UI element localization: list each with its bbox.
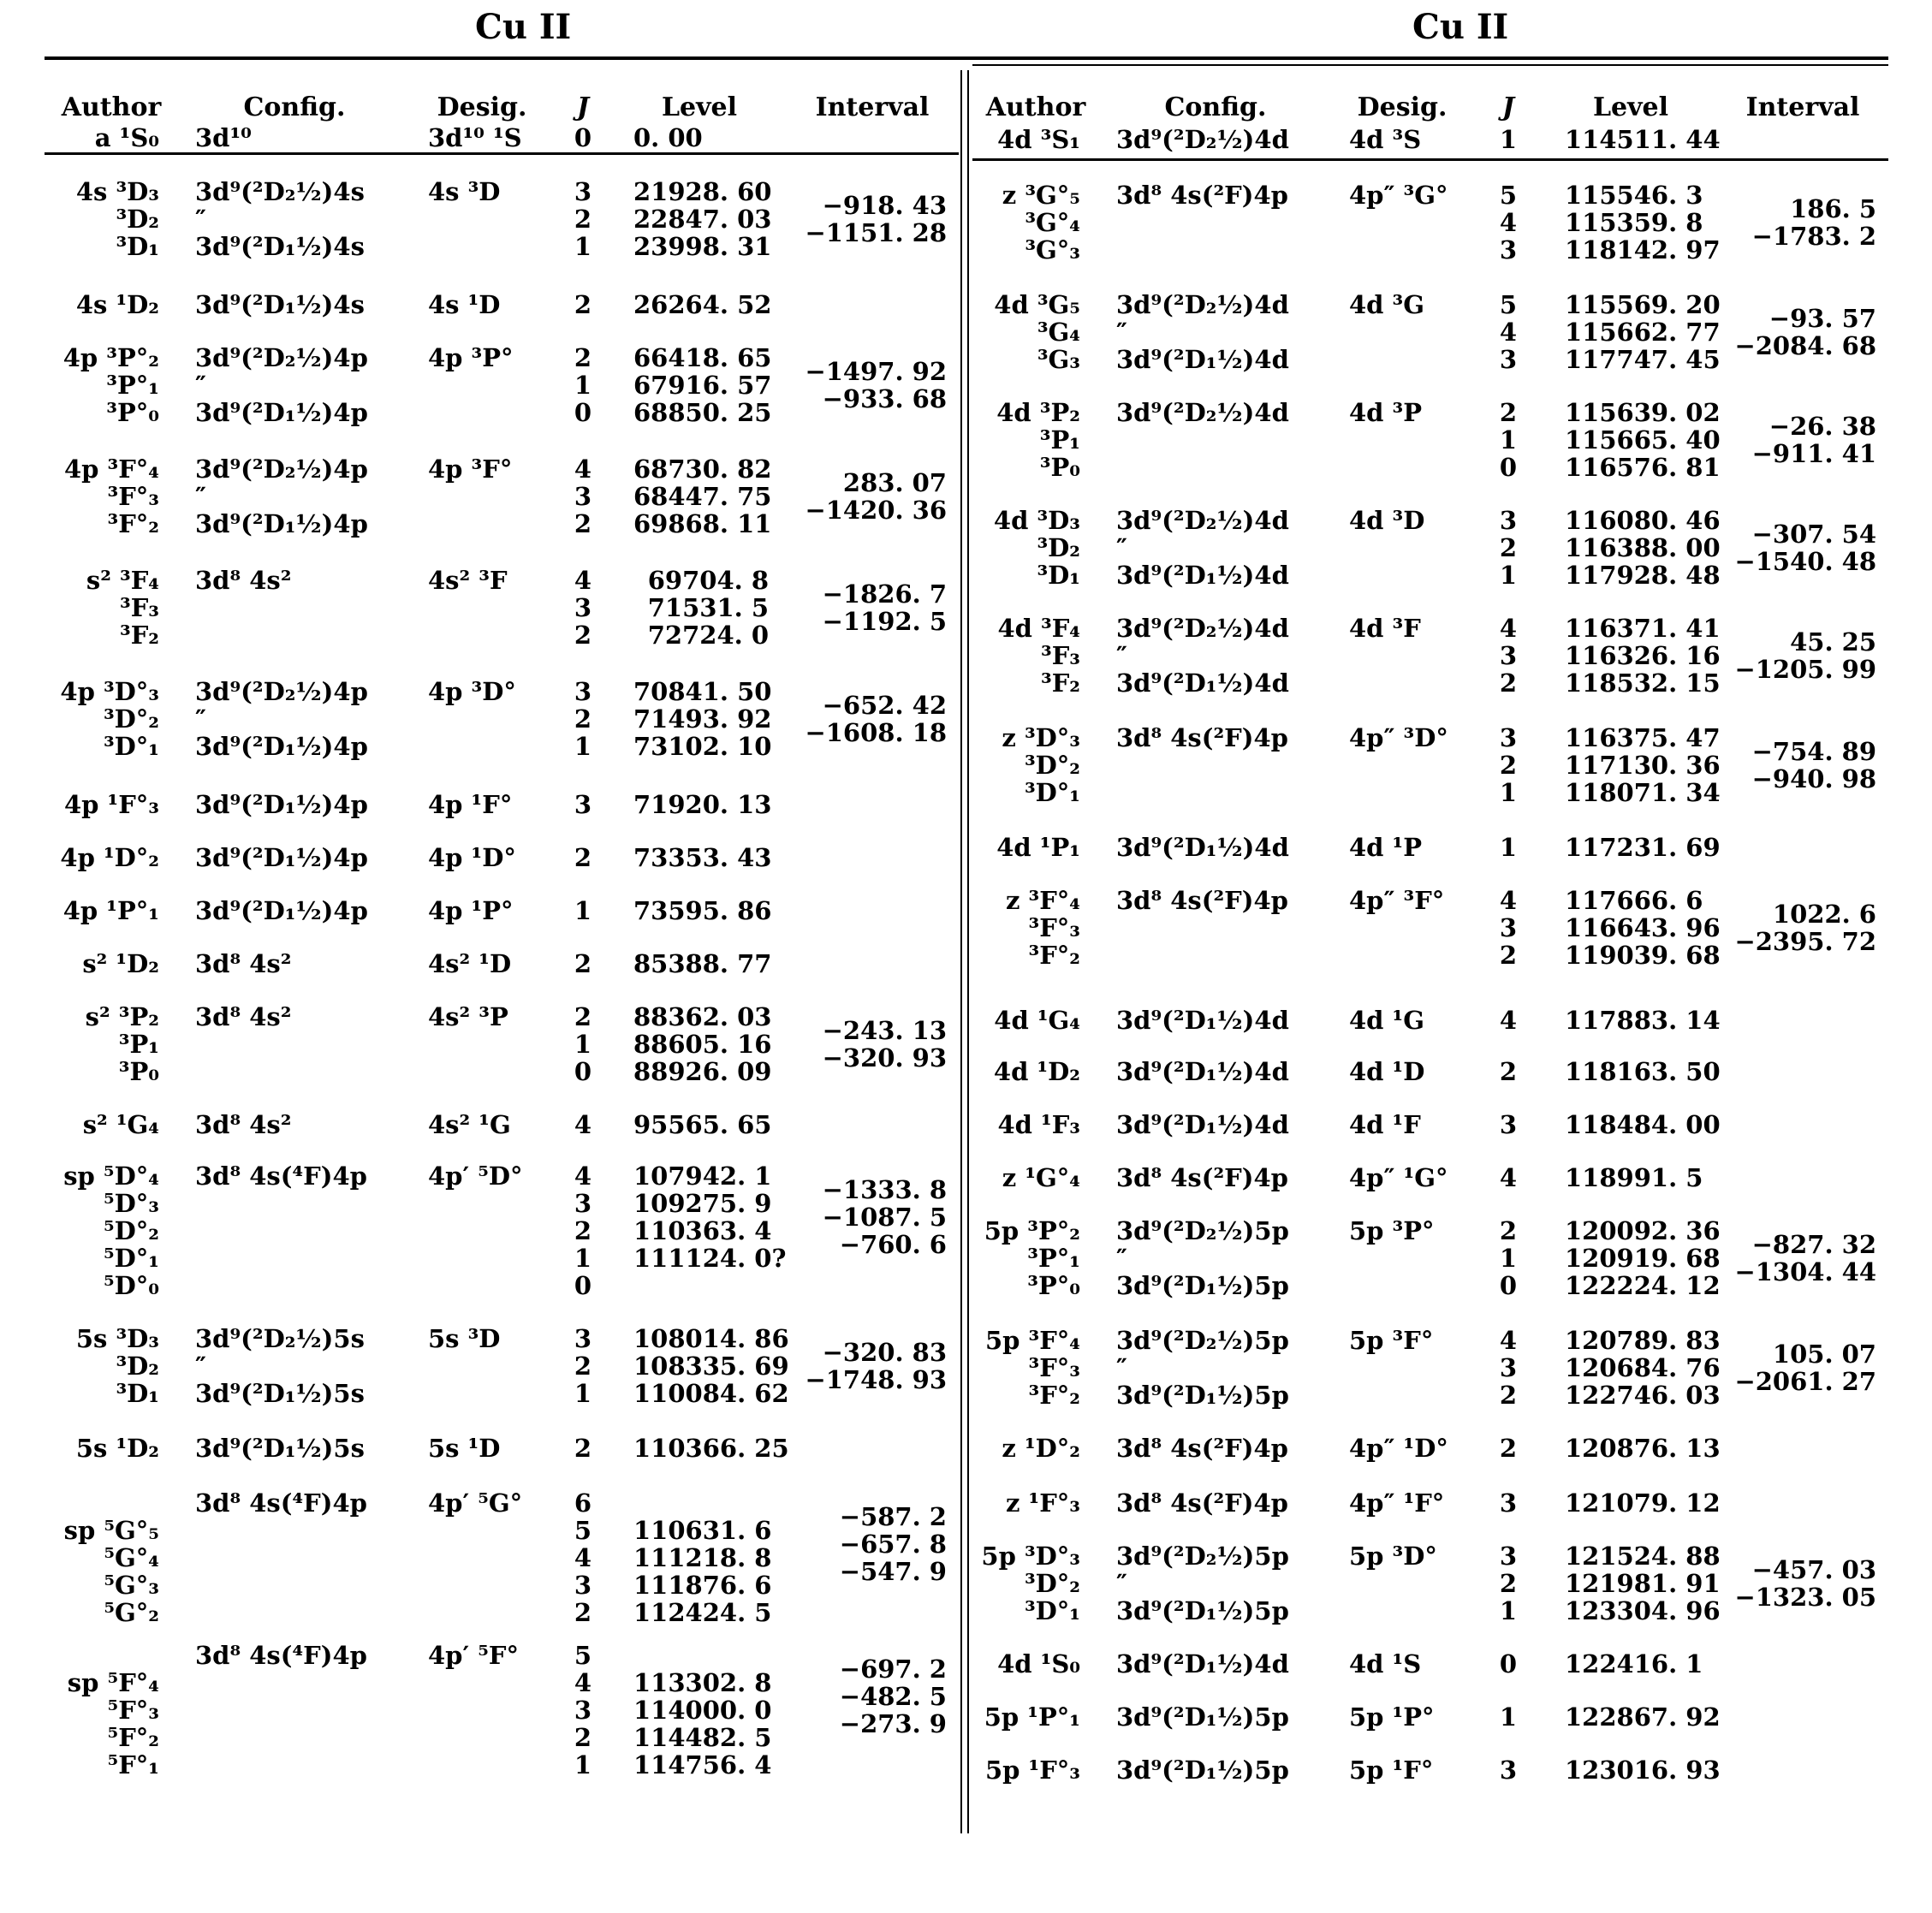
level-cell: 114511. 44 — [1565, 125, 1721, 154]
interval-cell: −1497. 92 −933. 68 — [805, 357, 947, 413]
config-cell: 3d⁹(²D₂½)4p ″ 3d⁹(²D₁½)4p — [195, 454, 368, 538]
desig-cell: 5p ¹F° — [1349, 1756, 1434, 1785]
desig-cell: 5p ³D° — [1349, 1542, 1437, 1571]
desig-cell: 4p′ ⁵F° — [428, 1641, 519, 1670]
desig-cell: 4d ³G — [1349, 290, 1425, 319]
level-cell: 118163. 50 — [1565, 1057, 1721, 1086]
level-cell: 123016. 93 — [1565, 1756, 1721, 1785]
level-cell: 108014. 86 108335. 69 110084. 62 — [633, 1324, 789, 1408]
author-cell: 4d ¹P₁ — [996, 833, 1080, 862]
interval-cell: −1826. 7 −1192. 5 — [822, 579, 947, 636]
desig-cell: 4p″ ¹F° — [1349, 1488, 1445, 1518]
desig-cell: 4p ³P° — [428, 343, 514, 372]
author-cell: 4d ¹F₃ — [997, 1110, 1080, 1139]
j-cell: 1 — [1499, 1702, 1518, 1732]
author-cell: 4d ³F₄ ³F₃ ³F₂ — [997, 614, 1080, 698]
config-cell: 3d⁸ 4s(²F)4p — [1116, 1163, 1288, 1192]
config-cell: 3d⁹(²D₁½)5s — [195, 1434, 365, 1463]
j-cell: 1 — [1499, 125, 1518, 154]
desig-cell: 4d ¹G — [1349, 1006, 1425, 1035]
config-cell: 3d⁸ 4s(²F)4p — [1116, 1488, 1288, 1518]
author-cell: z ¹D°₂ — [1002, 1434, 1080, 1463]
j-cell: 3 2 1 — [1499, 1542, 1518, 1625]
column-header: Author — [985, 92, 1086, 122]
center-divider-b — [967, 70, 969, 1833]
author-cell: s² ¹D₂ — [82, 949, 159, 978]
desig-cell: 4d ³F — [1349, 614, 1421, 643]
level-cell: 116375. 47 117130. 36 118071. 34 — [1565, 723, 1721, 807]
title-right: Cu II — [1412, 7, 1509, 47]
desig-cell: 4s² ³P — [428, 1002, 508, 1031]
author-cell: 4d ¹D₂ — [993, 1057, 1080, 1086]
desig-cell: 5p ¹P° — [1349, 1702, 1435, 1732]
j-cell: 1 — [1499, 833, 1518, 862]
level-cell: 70841. 50 71493. 92 73102. 10 — [633, 677, 772, 761]
config-cell: 3d⁹(²D₁½)4p — [195, 896, 368, 925]
interval-cell: −587. 2 −657. 8 −547. 9 — [839, 1502, 947, 1586]
j-cell: 3 2 1 — [574, 1324, 592, 1408]
desig-cell: 4s² ¹D — [428, 949, 512, 978]
level-cell: 120092. 36 120919. 68 122224. 12 — [1565, 1216, 1721, 1300]
desig-cell: 5s ¹D — [428, 1434, 501, 1463]
desig-cell: 4p″ ³G° — [1349, 181, 1448, 210]
level-cell: 113302. 8 114000. 0 114482. 5 114756. 4 — [633, 1668, 772, 1779]
interval-cell: −320. 83 −1748. 93 — [805, 1338, 947, 1394]
column-header: Interval — [815, 92, 930, 122]
config-cell: 3d⁸ 4s(⁴F)4p — [195, 1488, 367, 1518]
author-cell: z ¹G°₄ — [1002, 1163, 1080, 1192]
interval-cell: 186. 5 −1783. 2 — [1751, 194, 1876, 251]
level-cell: 118484. 00 — [1565, 1110, 1721, 1139]
author-cell: 4d ¹S₀ — [997, 1649, 1080, 1678]
j-cell: 2 — [574, 1434, 592, 1463]
author-cell: 4d ¹G₄ — [994, 1006, 1080, 1035]
config-cell: 3d⁸ 4s(²F)4p — [1116, 181, 1288, 210]
column-header: Interval — [1745, 92, 1860, 122]
config-cell: 3d⁹(²D₂½)4d — [1116, 398, 1289, 427]
config-cell: 3d⁹(²D₂½)4p ″ 3d⁹(²D₁½)4p — [195, 677, 368, 761]
desig-cell: 4p ³F° — [428, 454, 513, 484]
desig-cell: 4d ¹S — [1349, 1649, 1422, 1678]
j-cell: 2 1 0 — [1499, 1216, 1518, 1300]
j-cell: 1 — [574, 896, 592, 925]
level-cell: 115639. 02 115665. 40 116576. 81 — [1565, 398, 1721, 482]
j-cell: 3 — [574, 790, 592, 819]
level-cell: 73353. 43 — [633, 843, 772, 872]
author-cell: 4d ³P₂ ³P₁ ³P₀ — [996, 398, 1080, 482]
column-header: J — [576, 92, 590, 122]
level-cell: 26264. 52 — [633, 290, 772, 319]
j-cell: 3 2 1 — [574, 177, 592, 261]
j-cell: 4 3 2 — [1499, 886, 1518, 970]
j-cell: 2 — [574, 290, 592, 319]
j-cell: 4 — [1499, 1163, 1518, 1192]
config-cell: 3d⁸ 4s² — [195, 1110, 292, 1139]
config-cell: 3d¹⁰ — [195, 123, 252, 152]
level-cell: 68730. 82 68447. 75 69868. 11 — [633, 454, 772, 538]
j-cell: 3 2 1 — [1499, 506, 1518, 590]
j-cell: 3 2 1 — [1499, 723, 1518, 807]
config-cell: 3d⁸ 4s² — [195, 949, 292, 978]
desig-cell: 4s ¹D — [428, 290, 501, 319]
config-cell: 3d⁹(²D₂½)4d ″ 3d⁹(²D₁½)4d — [1116, 506, 1289, 590]
interval-cell: 283. 07 −1420. 36 — [805, 468, 947, 525]
top-rule-thin — [972, 64, 1888, 66]
config-cell: 3d⁸ 4s(²F)4p — [1116, 1434, 1288, 1463]
config-cell: 3d⁹(²D₂½)4d ″ 3d⁹(²D₁½)4d — [1116, 614, 1289, 698]
author-cell: 4p ³D°₃ ³D°₂ ³D°₁ — [60, 677, 159, 761]
author-cell: 4s ¹D₂ — [75, 290, 159, 319]
desig-cell: 4p″ ¹G° — [1349, 1163, 1448, 1192]
author-cell: 5p ³D°₃ ³D°₂ ³D°₁ — [981, 1542, 1080, 1625]
interval-cell: 1022. 6 −2395. 72 — [1734, 900, 1876, 956]
desig-cell: 4d ¹F — [1349, 1110, 1421, 1139]
interval-cell: −307. 54 −1540. 48 — [1734, 520, 1876, 576]
interval-cell: −457. 03 −1323. 05 — [1734, 1555, 1876, 1612]
config-cell: 3d⁹(²D₁½)4d — [1116, 1649, 1289, 1678]
config-cell: 3d⁸ 4s² — [195, 1002, 292, 1031]
level-cell: 116080. 46 116388. 00 117928. 48 — [1565, 506, 1721, 590]
j-cell: 4 — [574, 1110, 592, 1139]
config-cell: 3d⁸ 4s(⁴F)4p — [195, 1641, 367, 1670]
interval-cell: −93. 57 −2084. 68 — [1734, 304, 1876, 360]
author-cell: 5p ¹P°₁ — [984, 1702, 1080, 1732]
interval-cell: −652. 42 −1608. 18 — [805, 691, 947, 747]
j-cell: 2 — [574, 949, 592, 978]
author-cell: 4p ¹P°₁ — [62, 896, 159, 925]
level-cell: 85388. 77 — [633, 949, 772, 978]
column-header: Config. — [243, 92, 346, 122]
desig-cell: 4p″ ³D° — [1349, 723, 1448, 752]
j-cell: 0 — [574, 123, 592, 152]
config-cell: 3d⁹(²D₂½)5p ″ 3d⁹(²D₁½)5p — [1116, 1542, 1289, 1625]
title-left: Cu II — [475, 7, 572, 47]
config-cell: 3d⁹(²D₁½)4p — [195, 843, 368, 872]
author-cell: 4d ³G₅ ³G₄ ³G₃ — [994, 290, 1080, 374]
desig-cell: 4p ¹F° — [428, 790, 513, 819]
config-cell: 3d⁹(²D₁½)5p — [1116, 1702, 1289, 1732]
config-cell: 3d⁹(²D₂½)4d ″ 3d⁹(²D₁½)4d — [1116, 290, 1289, 374]
desig-cell: 4s² ¹G — [428, 1110, 511, 1139]
desig-cell: 5p ³P° — [1349, 1216, 1435, 1245]
author-cell: 5p ³F°₄ ³F°₃ ³F°₂ — [984, 1326, 1080, 1410]
column-header: Desig. — [437, 92, 527, 122]
author-cell: s² ³P₂ ³P₁ ³P₀ — [85, 1002, 159, 1086]
level-cell: 71920. 13 — [633, 790, 772, 819]
config-cell: 3d⁹(²D₁½)4d — [1116, 833, 1289, 862]
interval-cell: 45. 25 −1205. 99 — [1734, 627, 1876, 684]
level-cell: 117231. 69 — [1565, 833, 1721, 862]
level-cell: 107942. 1 109275. 9 110363. 4 111124. 0? — [633, 1161, 787, 1273]
interval-cell: 105. 07 −2061. 27 — [1734, 1340, 1876, 1396]
desig-cell: 4s² ³F — [428, 566, 508, 595]
j-cell: 2 — [1499, 1057, 1518, 1086]
level-cell: 95565. 65 — [633, 1110, 772, 1139]
column-header: Level — [661, 92, 738, 122]
config-cell: 3d⁹(²D₂½)4d — [1116, 125, 1289, 154]
author-cell: z ¹F°₃ — [1005, 1488, 1080, 1518]
config-cell: 3d⁸ 4s(⁴F)4p — [195, 1161, 367, 1191]
config-cell: 3d⁹(²D₁½)5p — [1116, 1756, 1289, 1785]
author-cell: z ³G°₅ ³G°₄ ³G°₃ — [1002, 181, 1080, 264]
interval-cell: −754. 89 −940. 98 — [1751, 737, 1876, 793]
column-header: Desig. — [1357, 92, 1448, 122]
j-cell: 2 1 0 — [574, 1002, 592, 1086]
header-rule-right — [972, 158, 1888, 161]
j-cell: 4 3 2 — [574, 566, 592, 650]
author-cell: 4s ³D₃ ³D₂ ³D₁ — [75, 177, 159, 261]
author-cell: 4p ³F°₄ ³F°₃ ³F°₂ — [63, 454, 159, 538]
author-cell: 4p ¹F°₃ — [63, 790, 159, 819]
author-cell: 4p ³P°₂ ³P°₁ ³P°₀ — [62, 343, 159, 427]
author-cell: 5p ³P°₂ ³P°₁ ³P°₀ — [984, 1216, 1080, 1300]
config-cell: 3d⁸ 4s(²F)4p — [1116, 723, 1288, 752]
level-cell: 21928. 60 22847. 03 23998. 31 — [633, 177, 772, 261]
level-cell: 116371. 41 116326. 16 118532. 15 — [1565, 614, 1721, 698]
j-cell: 4 3 2 — [574, 454, 592, 538]
j-cell: 4 3 2 1 0 — [574, 1161, 592, 1300]
top-rule — [45, 56, 1888, 60]
desig-cell: 4p ³D° — [428, 677, 516, 706]
author-cell: 5p ¹F°₃ — [984, 1756, 1080, 1785]
desig-cell: 4d ³S — [1349, 125, 1422, 154]
level-cell: 121079. 12 — [1565, 1488, 1721, 1518]
level-cell: 110631. 6 111218. 8 111876. 6 112424. 5 — [633, 1516, 772, 1627]
desig-cell: 4p ¹P° — [428, 896, 514, 925]
j-cell: 2 — [574, 843, 592, 872]
desig-cell: 4p″ ³F° — [1349, 886, 1445, 915]
config-cell: 3d⁹(²D₂½)4p ″ 3d⁹(²D₁½)4p — [195, 343, 368, 427]
config-cell: 3d⁹(²D₁½)4s — [195, 290, 365, 319]
desig-cell: 4d ¹P — [1349, 833, 1423, 862]
config-cell: 3d⁹(²D₂½)5p ″ 3d⁹(²D₁½)5p — [1116, 1216, 1289, 1300]
interval-cell: −243. 13 −320. 93 — [822, 1016, 947, 1072]
config-cell: 3d⁹(²D₂½)5s ″ 3d⁹(²D₁½)5s — [195, 1324, 365, 1408]
author-cell: s² ¹G₄ — [82, 1110, 159, 1139]
config-cell: 3d⁹(²D₁½)4p — [195, 790, 368, 819]
desig-cell: 4d ¹D — [1349, 1057, 1425, 1086]
interval-cell: −697. 2 −482. 5 −273. 9 — [839, 1655, 947, 1738]
author-cell: sp ⁵D°₄ ⁵D°₃ ⁵D°₂ ⁵D°₁ ⁵D°₀ — [63, 1161, 159, 1300]
column-header: Level — [1592, 92, 1669, 122]
level-cell: 0. 00 — [633, 123, 703, 152]
config-cell: 3d⁹(²D₁½)4d — [1116, 1006, 1289, 1035]
interval-cell: −1333. 8 −1087. 5 −760. 6 — [822, 1175, 947, 1259]
level-cell: 73595. 86 — [633, 896, 772, 925]
level-cell: 120876. 13 — [1565, 1434, 1721, 1463]
level-cell: 115569. 20 115662. 77 117747. 45 — [1565, 290, 1721, 374]
config-cell: 3d⁹(²D₁½)4d — [1116, 1057, 1289, 1086]
config-cell: 3d⁹(²D₁½)4d — [1116, 1110, 1289, 1139]
author-cell: a ¹S₀ — [94, 123, 159, 152]
j-cell: 3 2 1 — [574, 677, 592, 761]
center-divider-a — [960, 70, 962, 1833]
desig-cell: 4p″ ¹D° — [1349, 1434, 1448, 1463]
j-cell: 3 — [1499, 1110, 1518, 1139]
level-cell: 121524. 88 121981. 91 123304. 96 — [1565, 1542, 1721, 1625]
desig-cell: 4d ³D — [1349, 506, 1425, 535]
level-cell: 122867. 92 — [1565, 1702, 1721, 1732]
level-cell: 88362. 03 88605. 16 88926. 09 — [633, 1002, 772, 1086]
config-cell: 3d⁹(²D₂½)4s ″ 3d⁹(²D₁½)4s — [195, 177, 365, 261]
j-cell: 3 — [1499, 1756, 1518, 1785]
j-cell: 4 — [1499, 1006, 1518, 1035]
author-cell: z ³F°₄ ³F°₃ ³F°₂ — [1005, 886, 1080, 970]
level-cell: 117883. 14 — [1565, 1006, 1721, 1035]
level-cell: 66418. 65 67916. 57 68850. 25 — [633, 343, 772, 427]
column-header: Config. — [1164, 92, 1267, 122]
j-cell: 5 4 3 — [1499, 290, 1518, 374]
desig-cell: 5p ³F° — [1349, 1326, 1434, 1355]
author-cell: 5s ³D₃ ³D₂ ³D₁ — [75, 1324, 159, 1408]
j-cell: 2 1 0 — [574, 343, 592, 427]
level-cell: 115546. 3 115359. 8 118142. 97 — [1565, 181, 1721, 264]
column-header: Author — [61, 92, 162, 122]
j-cell: 0 — [1499, 1649, 1518, 1678]
author-cell: sp ⁵F°₄ ⁵F°₃ ⁵F°₂ ⁵F°₁ — [67, 1668, 159, 1779]
level-cell: 120789. 83 120684. 76 122746. 03 — [1565, 1326, 1721, 1410]
interval-cell: −26. 38 −911. 41 — [1751, 412, 1876, 468]
author-cell: z ³D°₃ ³D°₂ ³D°₁ — [1002, 723, 1080, 807]
j-cell: 2 1 0 — [1499, 398, 1518, 482]
j-cell: 2 — [1499, 1434, 1518, 1463]
column-header: J — [1501, 92, 1515, 122]
j-cell: 5 4 3 — [1499, 181, 1518, 264]
author-cell: 4d ³D₃ ³D₂ ³D₁ — [993, 506, 1080, 590]
desig-cell: 5s ³D — [428, 1324, 501, 1353]
level-cell: 122416. 1 — [1565, 1649, 1703, 1678]
level-cell: 117666. 6 116643. 96 119039. 68 — [1565, 886, 1721, 970]
interval-cell: −918. 43 −1151. 28 — [805, 191, 947, 247]
desig-cell: 4p ¹D° — [428, 843, 516, 872]
config-cell: 3d⁸ 4s² — [195, 566, 292, 595]
j-cell: 5 4 3 2 1 — [574, 1641, 592, 1779]
author-cell: 4p ¹D°₂ — [60, 843, 159, 872]
author-cell: sp ⁵G°₅ ⁵G°₄ ⁵G°₃ ⁵G°₂ — [63, 1516, 159, 1627]
desig-cell: 4p′ ⁵D° — [428, 1161, 523, 1191]
desig-cell: 3d¹⁰ ¹S — [428, 123, 522, 152]
interval-cell: −827. 32 −1304. 44 — [1734, 1230, 1876, 1286]
j-cell: 3 — [1499, 1488, 1518, 1518]
j-cell: 4 3 2 — [1499, 614, 1518, 698]
header-rule-left — [45, 152, 959, 155]
config-cell: 3d⁹(²D₂½)5p ″ 3d⁹(²D₁½)5p — [1116, 1326, 1289, 1410]
desig-cell: 4p′ ⁵G° — [428, 1488, 523, 1518]
author-cell: s² ³F₄ ³F₃ ³F₂ — [86, 566, 159, 650]
j-cell: 4 3 2 — [1499, 1326, 1518, 1410]
level-cell: 69704. 8 71531. 5 72724. 0 — [647, 566, 769, 650]
desig-cell: 4d ³P — [1349, 398, 1423, 427]
level-cell: 118991. 5 — [1565, 1163, 1703, 1192]
j-cell: 6 5 4 3 2 — [574, 1488, 592, 1627]
level-cell: 110366. 25 — [633, 1434, 789, 1463]
config-cell: 3d⁸ 4s(²F)4p — [1116, 886, 1288, 915]
author-cell: 4d ³S₁ — [997, 125, 1080, 154]
author-cell: 5s ¹D₂ — [75, 1434, 159, 1463]
desig-cell: 4s ³D — [428, 177, 501, 206]
